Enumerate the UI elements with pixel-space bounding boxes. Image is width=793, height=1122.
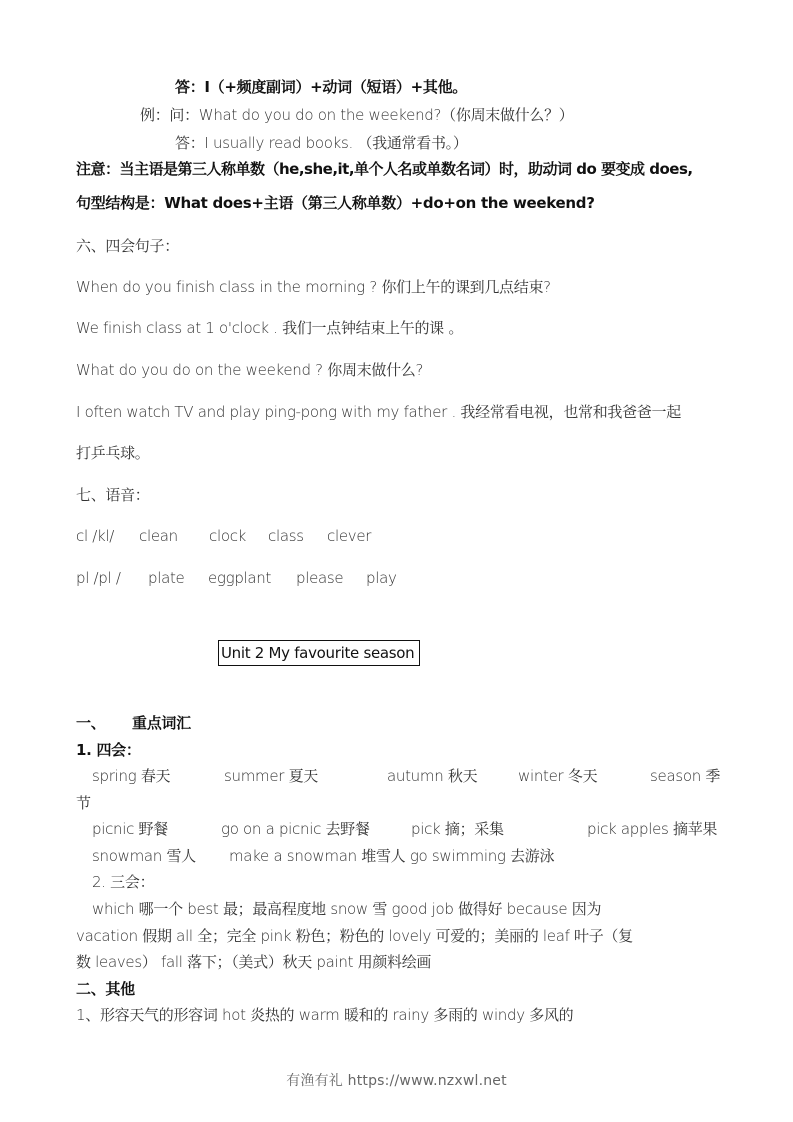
vocab-item: go on a picnic 去野餐 — [221, 820, 370, 838]
vocab-item: season 季 — [650, 767, 721, 785]
section-7-heading: 七、语音： — [76, 486, 150, 504]
vocab-item: snowman 雪人 — [92, 847, 196, 865]
example-answer: 答：I usually read books. （我通常看书。） — [175, 134, 468, 152]
phonics-word: clean — [139, 527, 178, 545]
vocab-item: autumn 秋天 — [387, 767, 478, 785]
vocab-item: winter 冬天 — [518, 767, 598, 785]
phonics-word: play — [366, 569, 397, 587]
three-skill-label: 2. 三会： — [92, 873, 155, 891]
four-skill-label: 1. 四会： — [76, 741, 141, 759]
phonics-word: eggplant — [208, 569, 272, 587]
three-skill-line-1: which 哪一个 best 最；最高程度地 snow 雪 good job 做得好 because 因为 — [92, 900, 602, 918]
sentence-4: I often watch TV and play ping-pong with my father . 我经常看电视，也常和我爸爸一起 — [76, 403, 681, 421]
phonics-sound: cl /kl/ — [76, 527, 115, 545]
answer-pattern: 答：I（+频度副词）+动词（短语）+其他。 — [175, 78, 467, 96]
phonics-sound: pl /pl / — [76, 569, 121, 587]
section-6-heading: 六、四会句子： — [76, 237, 179, 255]
vocab-row — [0, 819, 793, 839]
vocab-item: make a snowman 堆雪人 go swimming 去游泳 — [229, 847, 555, 865]
others-heading: 二、其他 — [76, 980, 135, 998]
note-line-2: 句型结构是：What does+主语（第三人称单数）+do+on the weekend? — [76, 194, 595, 212]
vocab-item: pick 摘；采集 — [411, 820, 504, 838]
phonics-word: clock — [209, 527, 247, 545]
vocab-row — [0, 846, 793, 866]
vocab-item: picnic 野餐 — [92, 820, 168, 838]
phonics-word: plate — [148, 569, 185, 587]
sentence-4-cont: 打乒乓球。 — [76, 444, 150, 462]
vocab-item: spring 春天 — [92, 767, 171, 785]
vocab-item: summer 夏天 — [224, 767, 319, 785]
vocab-heading — [0, 713, 793, 733]
vocab-row — [0, 766, 793, 786]
three-skill-line-2: vacation 假期 all 全；完全 pink 粉色；粉色的 lovely 可爱的；美丽的 leaf 叶子（复 — [76, 927, 633, 945]
phonics-row-cl — [0, 526, 793, 546]
phonics-word: please — [296, 569, 344, 587]
footer-watermark: 有渔有礼 https://www.nzxwl.net — [286, 1073, 507, 1089]
sentence-3: What do you do on the weekend ? 你周末做什么? — [76, 361, 424, 379]
phonics-row-pl — [0, 568, 793, 588]
vocab-row-wrap: 节 — [76, 794, 91, 812]
sentence-1: When do you finish class in the morning ? 你们上午的课到几点结束? — [76, 278, 551, 296]
unit-title: Unit 2 My favourite season — [218, 640, 420, 666]
note-line-1: 注意：当主语是第三人称单数（he,she,it,单个人名或单数名词）时，助动词 do 要变成 does, — [76, 160, 693, 178]
three-skill-line-3: 数 leaves） fall 落下；（美式）秋天 paint 用颜料绘画 — [76, 953, 432, 971]
weather-adjectives: 1、形容天气的形容词 hot 炎热的 warm 暖和的 rainy 多雨的 windy 多风的 — [76, 1006, 574, 1024]
vocab-item: pick apples 摘苹果 — [587, 820, 718, 838]
vocab-heading-number: 一、 — [76, 714, 106, 732]
phonics-word: clever — [327, 527, 372, 545]
vocab-heading-text: 重点词汇 — [132, 714, 191, 732]
sentence-2: We finish class at 1 o'clock . 我们一点钟结束上午的课 。 — [76, 319, 464, 337]
example-question: 例：问：What do you do on the weekend?（你周末做什么？） — [140, 106, 574, 124]
phonics-word: class — [268, 527, 304, 545]
